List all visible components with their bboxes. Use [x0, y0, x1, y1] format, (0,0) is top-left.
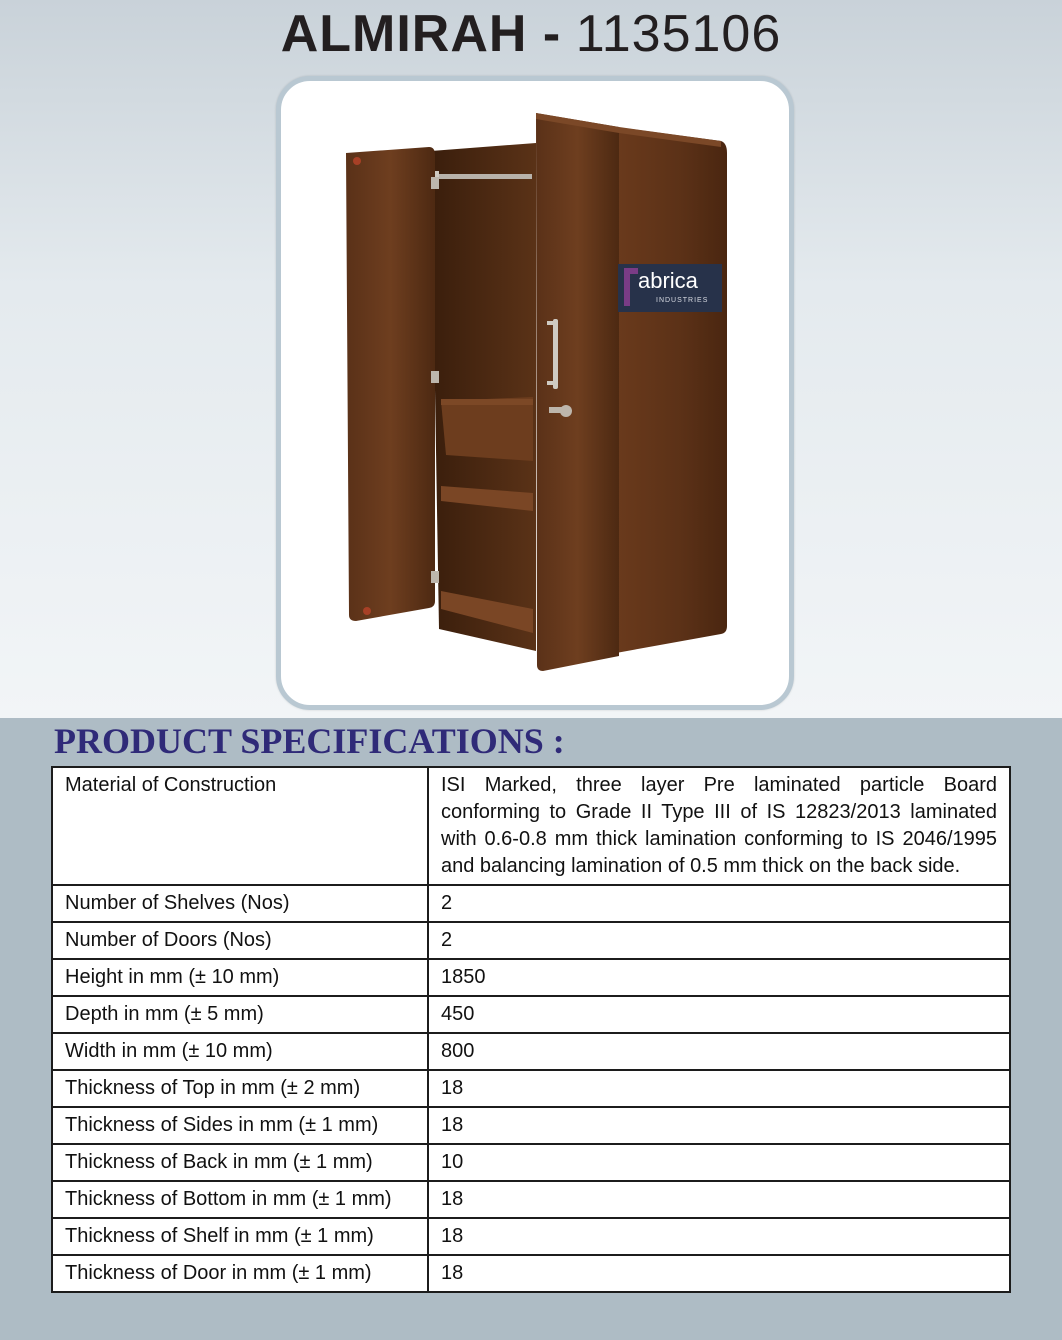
table-row	[52, 1218, 1010, 1255]
spec-label: Depth in mm (± 5 mm)	[52, 996, 428, 1033]
spec-value: 18	[428, 1070, 1010, 1107]
table-row	[52, 1255, 1010, 1292]
spec-value: 18	[428, 1107, 1010, 1144]
spec-value: 18	[428, 1218, 1010, 1255]
spec-value: 450	[428, 996, 1010, 1033]
product-photo-frame	[276, 76, 794, 710]
spec-label: Thickness of Door in mm (± 1 mm)	[52, 1255, 428, 1292]
spec-label: Thickness of Shelf in mm (± 1 mm)	[52, 1218, 428, 1255]
table-row	[52, 1181, 1010, 1218]
spec-label: Thickness of Sides in mm (± 1 mm)	[52, 1107, 428, 1144]
spec-label: Thickness of Back in mm (± 1 mm)	[52, 1144, 428, 1181]
spec-label: Number of Shelves (Nos)	[52, 885, 428, 922]
table-row	[52, 959, 1010, 996]
table-row	[52, 767, 1010, 885]
spec-value: 800	[428, 1033, 1010, 1070]
spec-heading: PRODUCT SPECIFICATIONS :	[54, 721, 565, 761]
spec-table	[51, 766, 1011, 1293]
table-row	[52, 1107, 1010, 1144]
spec-value: ISI Marked, three layer Pre laminated particle Board conforming to Grade II Type III of IS 12823/2013 laminated with 0.6-0.8 mm thick lamination conforming to IS 2046/1995 and balancing lamination of 0.5 mm thick on the back side.	[428, 767, 1010, 885]
table-row	[52, 996, 1010, 1033]
table-row	[52, 1033, 1010, 1070]
spec-value: 1850	[428, 959, 1010, 996]
table-row	[52, 1144, 1010, 1181]
table-row	[52, 1070, 1010, 1107]
product-code: 1135106	[575, 5, 782, 63]
brand-logo-subtext: INDUSTRIES	[656, 297, 709, 304]
spec-label: Thickness of Bottom in mm (± 1 mm)	[52, 1181, 428, 1218]
spec-label: Thickness of Top in mm (± 2 mm)	[52, 1070, 428, 1107]
spec-label: Material of Construction	[52, 767, 428, 885]
spec-value: 18	[428, 1255, 1010, 1292]
brand-logo-word: abrica	[638, 268, 698, 293]
product-name: ALMIRAH -	[280, 5, 562, 63]
brand-logo-mark	[624, 268, 638, 306]
table-row	[52, 885, 1010, 922]
spec-label: Number of Doors (Nos)	[52, 922, 428, 959]
page-title	[0, 4, 1062, 64]
spec-value: 2	[428, 922, 1010, 959]
spec-label: Width in mm (± 10 mm)	[52, 1033, 428, 1070]
spec-label: Height in mm (± 10 mm)	[52, 959, 428, 996]
almirah-illustration	[281, 81, 789, 705]
spec-value: 10	[428, 1144, 1010, 1181]
table-row	[52, 922, 1010, 959]
spec-value: 2	[428, 885, 1010, 922]
brand-logo	[618, 264, 722, 312]
spec-value: 18	[428, 1181, 1010, 1218]
